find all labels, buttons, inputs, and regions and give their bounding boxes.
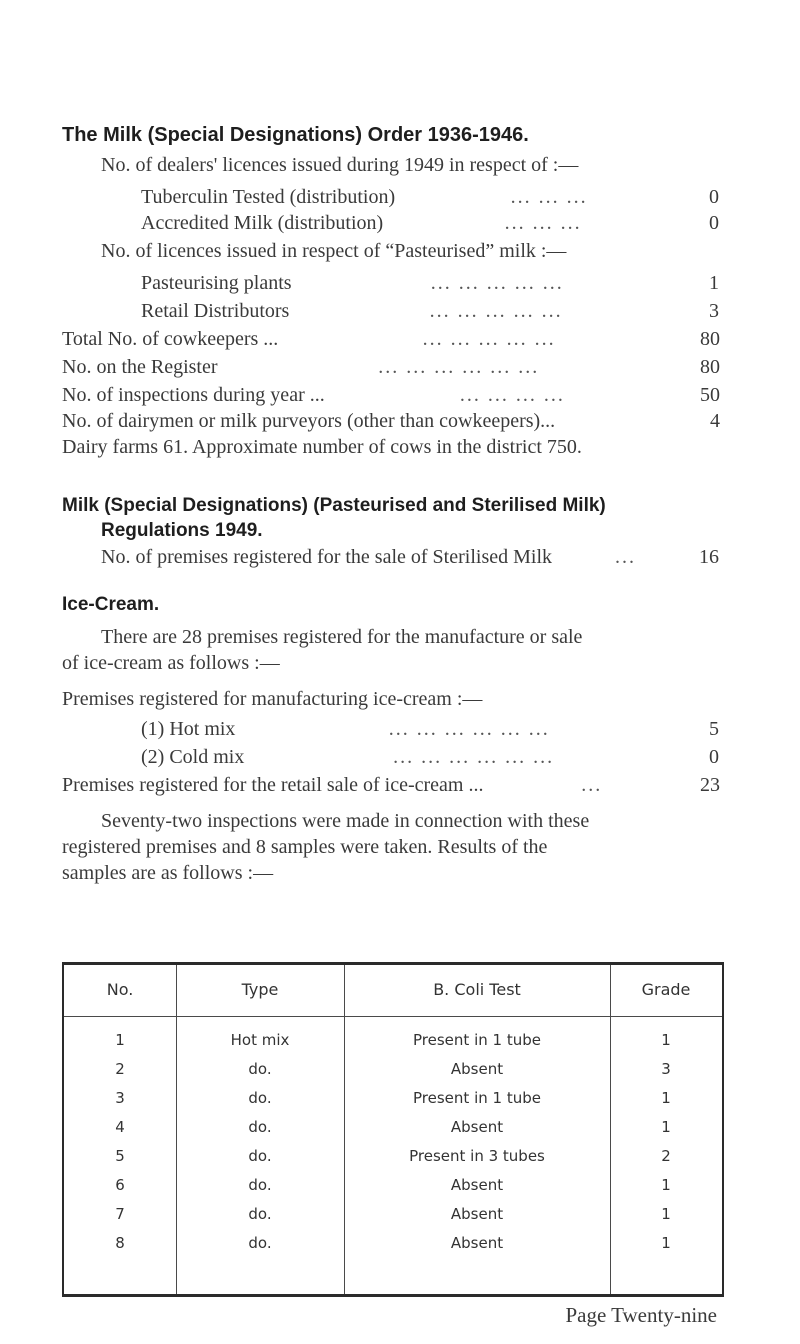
- list-item: [62, 774, 720, 802]
- item-value: 0: [709, 186, 719, 208]
- list-item: [141, 300, 719, 328]
- column-header-grade: Grade: [641, 980, 691, 999]
- column-header-bcoli: B. Coli Test: [433, 980, 521, 999]
- cell-bcoli: Present in 3 tubes: [409, 1147, 545, 1165]
- cell-type: do.: [248, 1060, 272, 1078]
- leader-dots: ...: [615, 546, 636, 568]
- list-item: [141, 186, 719, 214]
- cell-type: do.: [248, 1147, 272, 1165]
- ice-cream-para2-line3: samples are as follows :—: [62, 862, 274, 884]
- leader-dots: ...: [581, 774, 603, 796]
- item-label: No. of premises registered for the sale of Sterilised Milk: [101, 546, 552, 568]
- dairy-farms-line: Dairy farms 61. Approximate number of cows in the district 750.: [62, 436, 582, 458]
- list-item: [62, 328, 720, 356]
- leader-dots: ... ... ... ... ... ...: [393, 746, 555, 768]
- ice-cream-para1-line1: There are 28 premises registered for the manufacture or sale: [101, 626, 583, 648]
- cell-grade: 1: [661, 1234, 671, 1252]
- item-value: 4: [710, 410, 720, 432]
- item-label: (2) Cold mix: [141, 746, 245, 768]
- cell-no: 5: [115, 1147, 125, 1165]
- leader-dots: ... ... ... ... ...: [429, 300, 563, 322]
- item-value: 0: [709, 746, 719, 768]
- cell-no: 4: [115, 1118, 125, 1136]
- item-value: 50: [700, 384, 720, 406]
- item-label: No. of dairymen or milk purveyors (other than cowkeepers)...: [62, 410, 556, 432]
- item-value: 80: [700, 328, 720, 350]
- cell-type: do.: [248, 1118, 272, 1136]
- item-label: Accredited Milk (distribution): [141, 212, 384, 234]
- cell-bcoli: Absent: [450, 1118, 504, 1136]
- cell-type: do.: [248, 1089, 272, 1107]
- leader-dots: ... ... ... ... ... ...: [388, 718, 550, 740]
- ice-cream-heading: Ice-Cream.: [62, 594, 160, 615]
- cell-no: 1: [115, 1031, 125, 1049]
- leader-dots: ... ... ... ... ...: [422, 328, 556, 350]
- cell-type: do.: [248, 1205, 272, 1223]
- ice-cream-para2-line1: Seventy-two inspections were made in connection with these: [101, 810, 590, 832]
- list-item: [101, 546, 719, 574]
- cell-no: 6: [115, 1176, 125, 1194]
- cell-grade: 1: [661, 1176, 671, 1194]
- cell-bcoli: Absent: [450, 1234, 504, 1252]
- item-label: Retail Distributors: [141, 300, 290, 322]
- item-value: 3: [709, 300, 719, 322]
- cell-grade: 1: [661, 1031, 671, 1049]
- item-label: Total No. of cowkeepers ...: [62, 328, 279, 350]
- cell-type: do.: [248, 1176, 272, 1194]
- cell-no: 8: [115, 1234, 125, 1252]
- ice-cream-para1-line2: of ice-cream as follows :—: [62, 652, 280, 674]
- cell-grade: 1: [661, 1118, 671, 1136]
- leader-dots: ... ... ... ...: [459, 384, 565, 406]
- item-value: 23: [700, 774, 720, 796]
- regulations-heading-line1: Milk (Special Designations) (Pasteurised and Sterilised Milk): [62, 495, 606, 516]
- cell-type: Hot mix: [230, 1031, 290, 1049]
- leader-dots: ... ... ...: [510, 186, 588, 208]
- item-label: Pasteurising plants: [141, 272, 292, 294]
- cell-grade: 3: [661, 1060, 671, 1078]
- cell-grade: 1: [661, 1089, 671, 1107]
- item-label: Premises registered for the retail sale of ice-cream ...: [62, 774, 484, 796]
- list-item: [62, 410, 720, 438]
- list-item: [62, 356, 720, 384]
- cell-bcoli: Present in 1 tube: [413, 1089, 541, 1107]
- regulations-heading-line2: Regulations 1949.: [101, 520, 263, 541]
- item-label: Tuberculin Tested (distribution): [141, 186, 396, 208]
- list-item: [141, 746, 719, 774]
- item-value: 80: [700, 356, 720, 378]
- item-value: 5: [709, 718, 719, 740]
- cell-type: do.: [248, 1234, 272, 1252]
- column-header-no: No.: [106, 980, 134, 999]
- leader-dots: ... ... ... ... ... ...: [378, 356, 540, 378]
- leader-dots: ... ... ... ... ...: [430, 272, 564, 294]
- cell-bcoli: Absent: [450, 1060, 504, 1078]
- samples-table: [62, 962, 724, 1297]
- cell-no: 3: [115, 1089, 125, 1107]
- cell-no: 7: [115, 1205, 125, 1223]
- item-label: No. of inspections during year ...: [62, 384, 325, 406]
- pasteurised-intro: No. of licences issued in respect of “Pasteurised” milk :—: [101, 240, 567, 262]
- dealers-intro: No. of dealers' licences issued during 1949 in respect of :—: [101, 154, 579, 176]
- list-item: [62, 384, 720, 412]
- manufacturing-intro: Premises registered for manufacturing ice-cream :—: [62, 688, 483, 710]
- header-divider: [64, 1016, 722, 1017]
- cell-bcoli: Absent: [450, 1205, 504, 1223]
- cell-no: 2: [115, 1060, 125, 1078]
- list-item: [141, 272, 719, 300]
- list-item: [141, 718, 719, 746]
- item-label: (1) Hot mix: [141, 718, 236, 740]
- leader-dots: ... ... ...: [504, 212, 582, 234]
- ice-cream-para2-line2: registered premises and 8 samples were taken. Results of the: [62, 836, 548, 858]
- page-title: The Milk (Special Designations) Order 1936-1946.: [62, 124, 529, 146]
- item-label: No. on the Register: [62, 356, 218, 378]
- cell-bcoli: Present in 1 tube: [413, 1031, 541, 1049]
- item-value: 1: [709, 272, 719, 294]
- cell-grade: 1: [661, 1205, 671, 1223]
- item-value: 0: [709, 212, 719, 234]
- page-number: Page Twenty-nine: [565, 1303, 717, 1327]
- item-value: 16: [699, 546, 719, 568]
- cell-bcoli: Absent: [450, 1176, 504, 1194]
- list-item: [141, 212, 719, 240]
- cell-grade: 2: [661, 1147, 671, 1165]
- column-header-type: Type: [241, 980, 279, 999]
